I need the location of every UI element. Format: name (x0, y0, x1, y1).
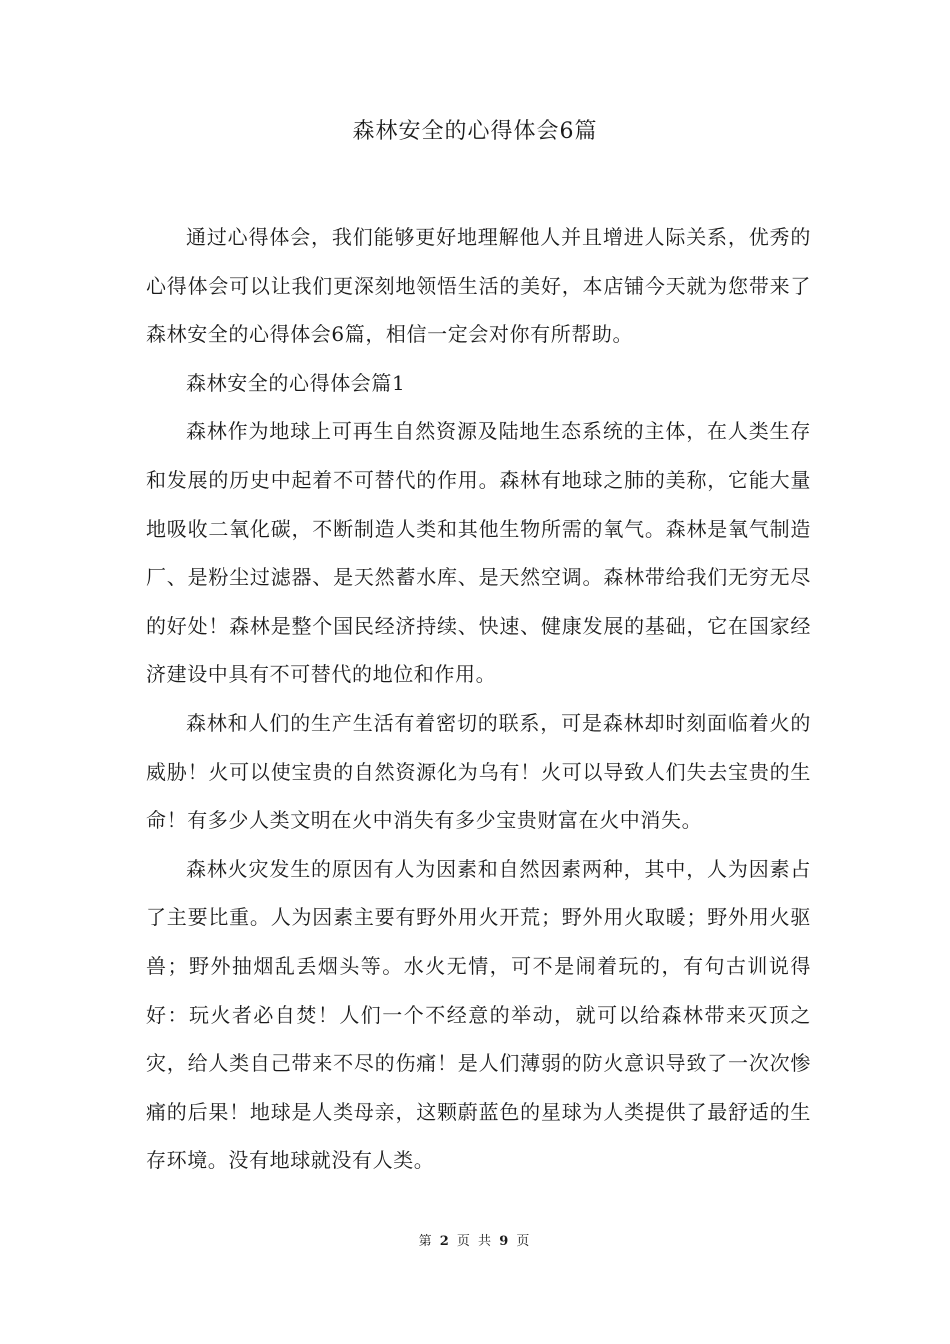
total-pages-number: 9 (499, 1234, 511, 1249)
document-title: 森林安全的心得体会6篇 (352, 119, 598, 144)
footer-suffix: 页 (516, 1234, 532, 1249)
current-page-number: 2 (439, 1234, 451, 1249)
intro-paragraph: 通过心得体会，我们能够更好地理解他人并且增进人际关系，优秀的心得体会可以让我们更深刻地领悟生活的美好，本店铺今天就为您带来了森林安全的心得体会6篇，相信一定会对你有所帮助。 (146, 225, 811, 347)
body-paragraph: 森林火灾发生的原因有人为因素和自然因素两种，其中，人为因素占了主要比重。人为因素主要有野外用火开荒；野外用火取暖；野外用火驱兽；野外抽烟乱丢烟头等。水火无情，可不是闹着玩的，有句古训说得好：玩火者必自焚！人们一个不经意的举动，就可以给森林带来灭顶之灾，给人类自己带来不尽的伤痛！是人们薄弱的防火意识导致了一次次惨痛的后果！地球是人类母亲，这颗蔚蓝色的星球为人类提供了最舒适的生存环境。没有地球就没有人类。 (146, 856, 811, 1173)
body-paragraph: 森林和人们的生产生活有着密切的联系，可是森林却时刻面临着火的威胁！火可以使宝贵的自然资源化为乌有！火可以导致人们失去宝贵的生命！有多少人类文明在火中消失有多少宝贵财富在火中消失。 (146, 710, 811, 833)
footer-middle: 页 共 (456, 1234, 494, 1249)
body-paragraph: 森林作为地球上可再生自然资源及陆地生态系统的主体，在人类生存和发展的历史中起着不可替代的作用。森林有地球之肺的美称，它能大量地吸收二氧化碳，不断制造人类和其他生物所需的氧气。森林是氧气制造厂、是粉尘过滤器、是天然蓄水库、是天然空调。森林带给我们无穷无尽的好处！森林是整个国民经济持续、快速、健康发展的基础，它在国家经济建设中具有不可替代的地位和作用。 (146, 419, 811, 687)
document-body (146, 213, 811, 1185)
page-footer (0, 1233, 950, 1251)
footer-prefix: 第 (418, 1234, 434, 1249)
section-heading: 森林安全的心得体会篇1 (186, 370, 406, 395)
